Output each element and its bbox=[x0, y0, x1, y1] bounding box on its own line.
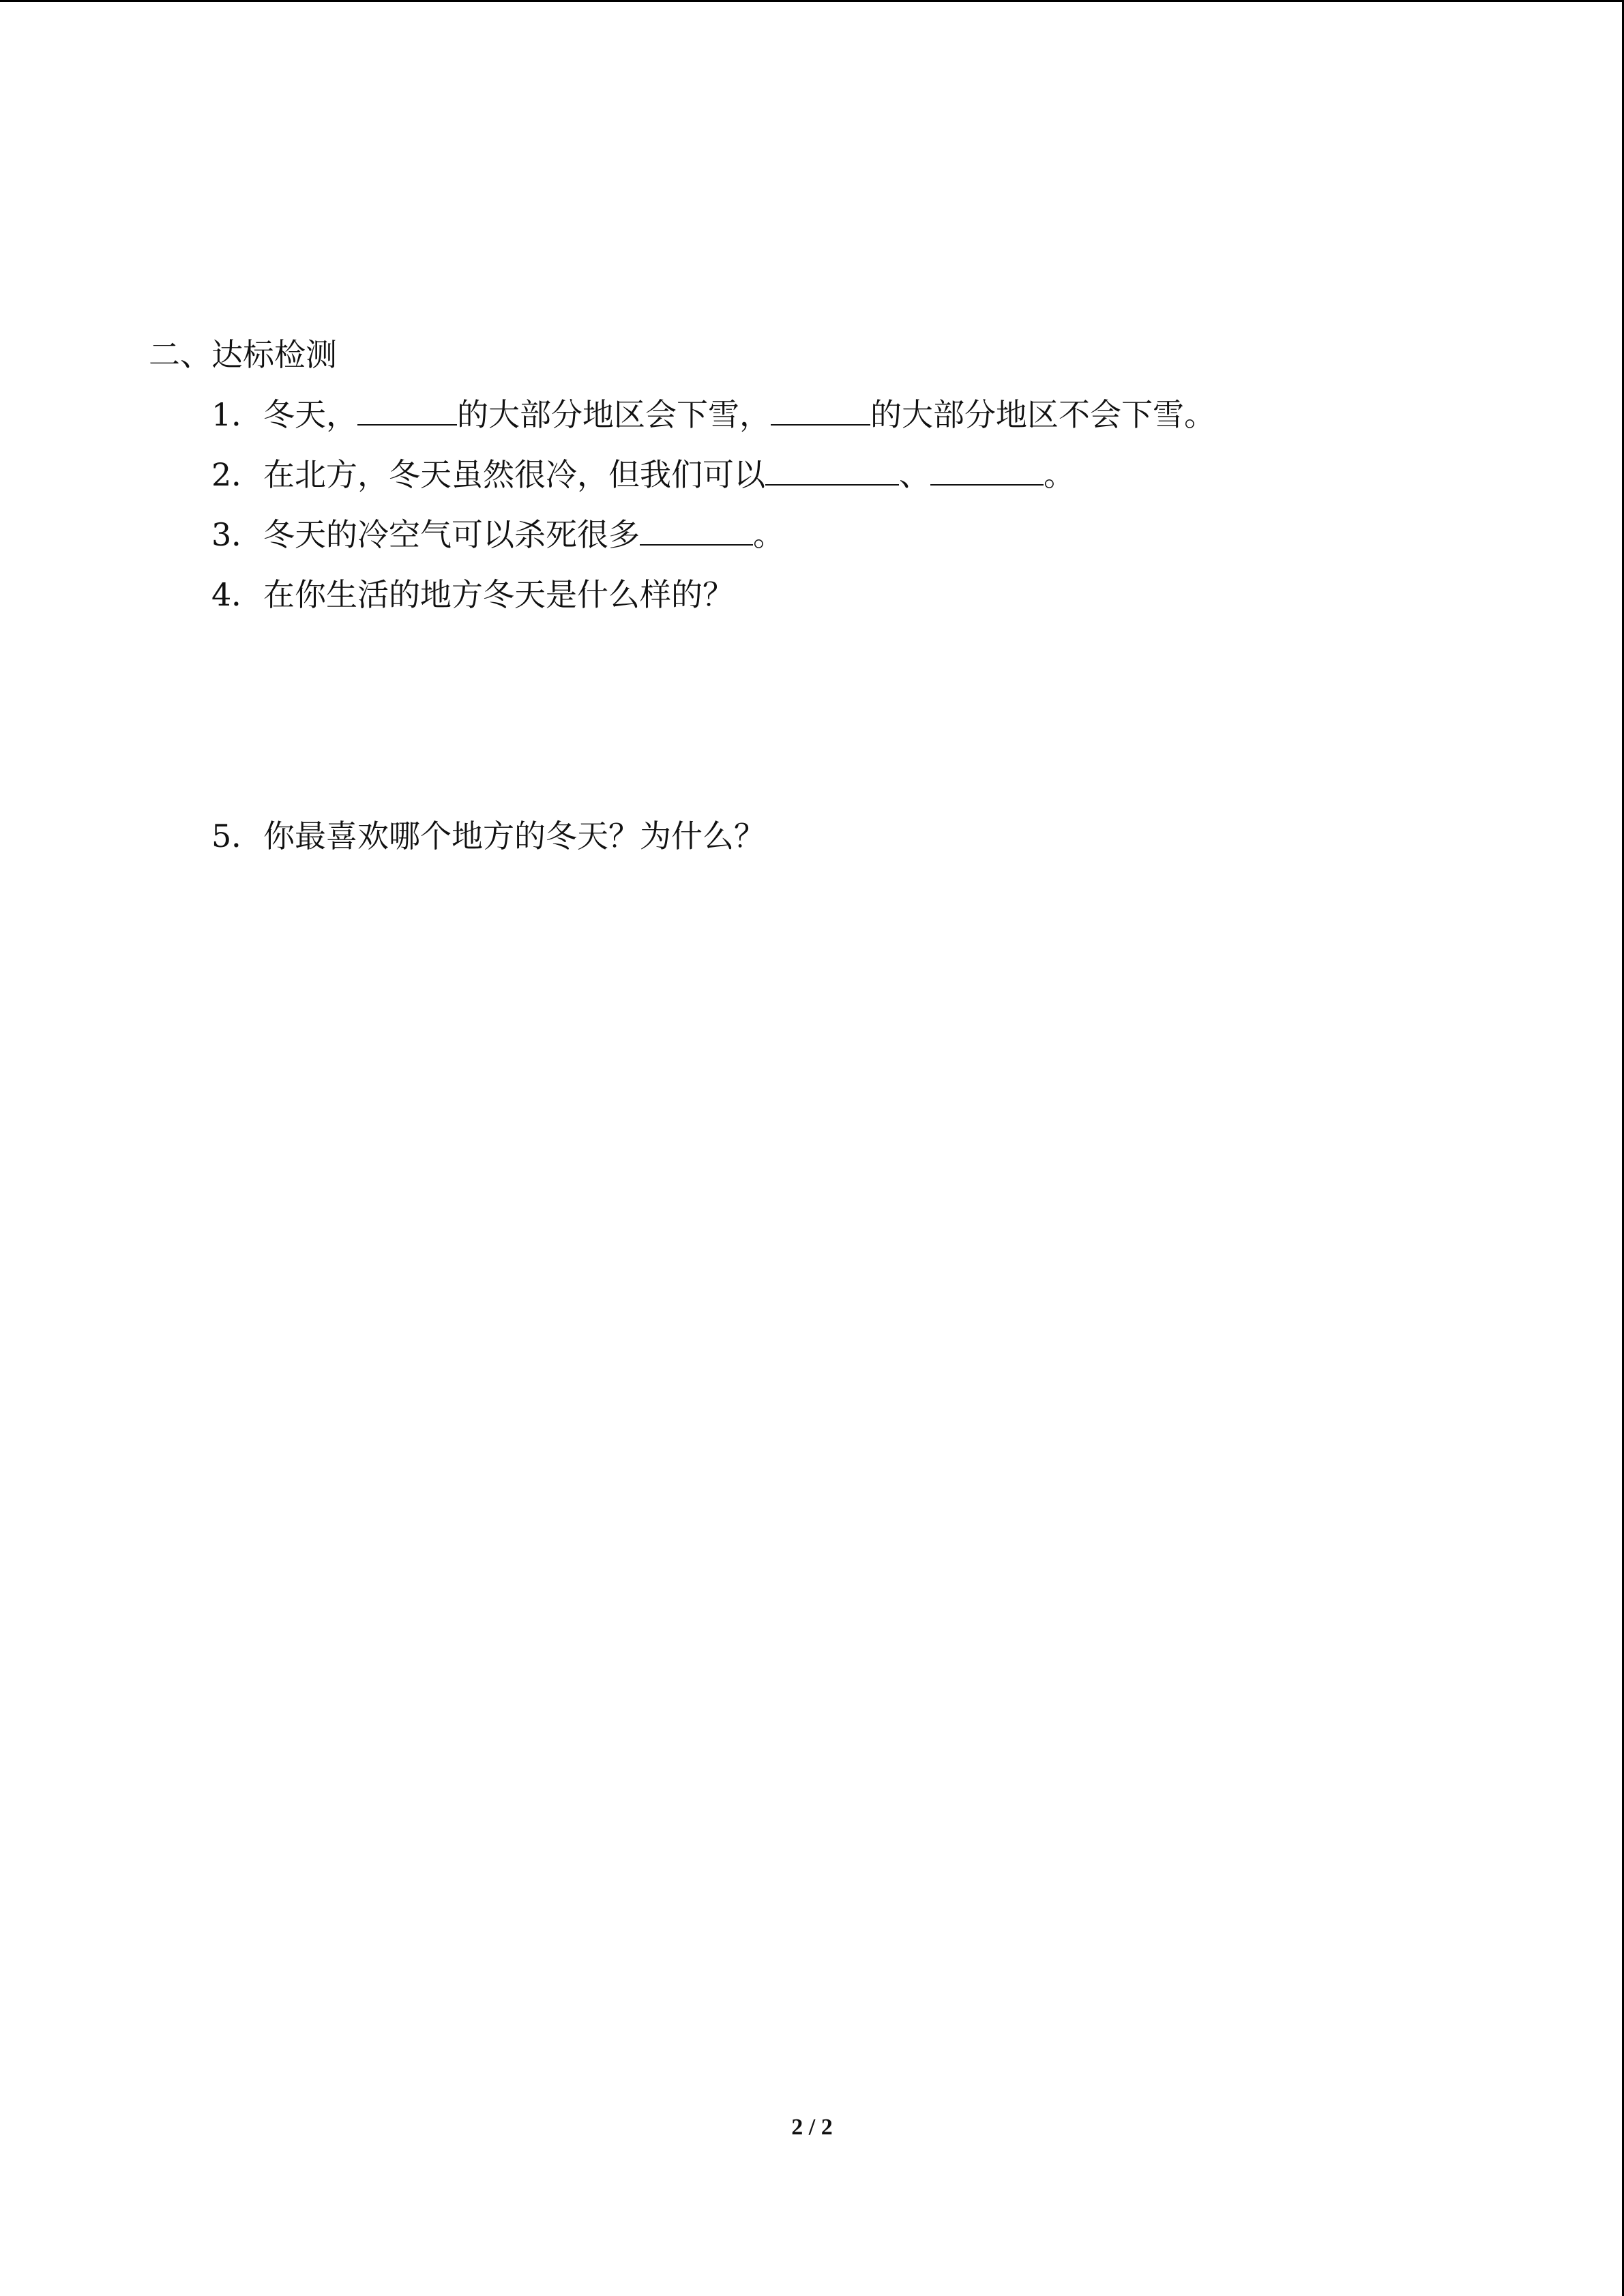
question-text: 在北方，冬天虽然很冷，但我们可以 bbox=[263, 456, 765, 493]
question-1 bbox=[211, 394, 1215, 435]
question-number: 1． bbox=[211, 396, 263, 433]
answer-blank[interactable] bbox=[640, 514, 753, 546]
answer-blank[interactable] bbox=[357, 394, 457, 426]
question-number: 4． bbox=[211, 576, 263, 613]
question-text: 。 bbox=[753, 516, 784, 553]
question-text: 你最喜欢哪个地方的冬天？为什么？ bbox=[263, 818, 765, 854]
question-number: 3． bbox=[211, 516, 263, 553]
question-number: 5． bbox=[211, 818, 263, 854]
answer-blank[interactable] bbox=[930, 454, 1044, 486]
question-number: 2． bbox=[211, 456, 263, 493]
question-text: 在你生活的地方冬天是什么样的？ bbox=[263, 576, 734, 613]
question-text: 冬天的冷空气可以杀死很多 bbox=[263, 516, 640, 553]
page-number: 2 / 2 bbox=[791, 2115, 833, 2140]
question-4 bbox=[211, 574, 734, 615]
question-5 bbox=[211, 816, 765, 856]
question-text: 冬天， bbox=[263, 396, 357, 433]
question-text: 的大部分地区会下雪， bbox=[457, 396, 771, 433]
page-border-top bbox=[0, 0, 1624, 2]
answer-blank[interactable] bbox=[771, 394, 870, 426]
question-text: 的大部分地区不会下雪。 bbox=[870, 396, 1215, 433]
question-text: 。 bbox=[1044, 456, 1075, 493]
question-3 bbox=[211, 514, 784, 555]
answer-blank[interactable] bbox=[765, 454, 899, 486]
question-text: 、 bbox=[899, 456, 930, 493]
question-2 bbox=[211, 454, 1075, 495]
section-heading: 二、达标检测 bbox=[149, 336, 337, 373]
